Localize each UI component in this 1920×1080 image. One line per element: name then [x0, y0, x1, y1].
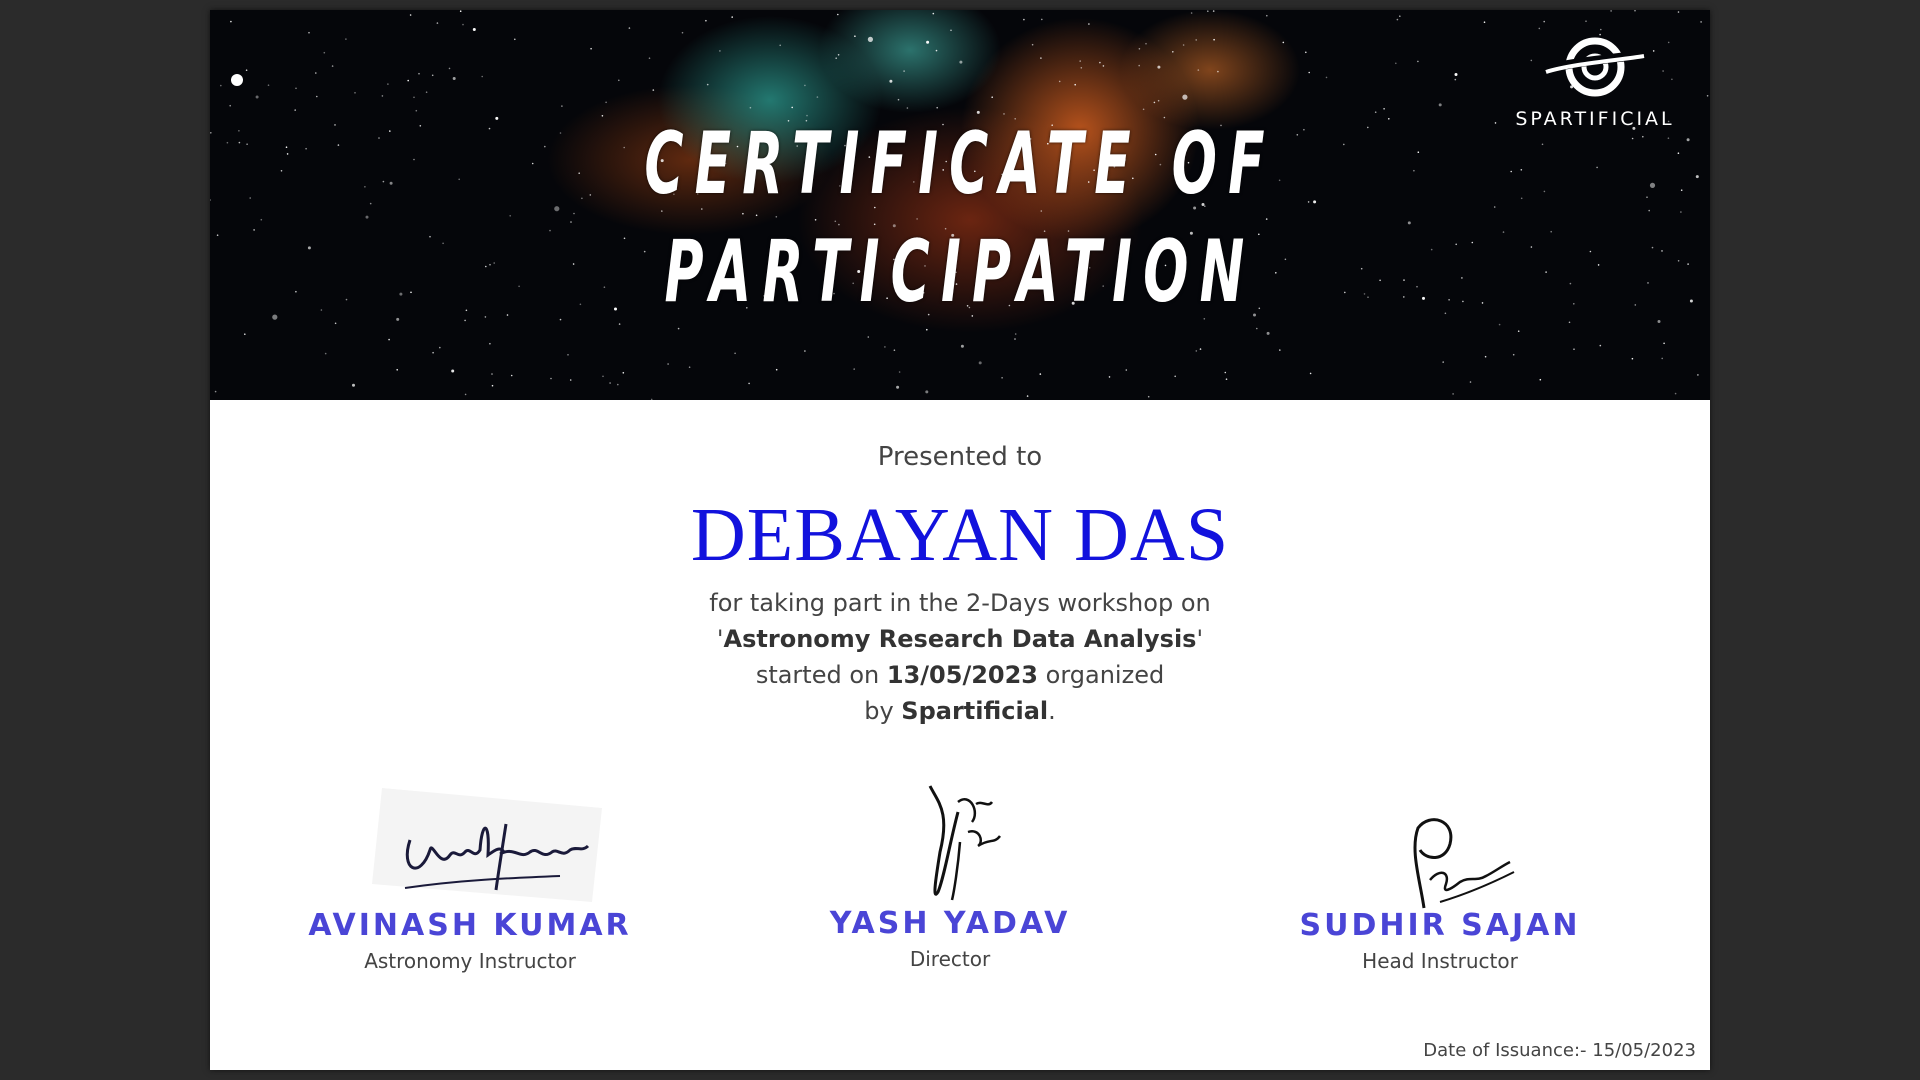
description-line-2: 'Astronomy Research Data Analysis' — [716, 625, 1204, 653]
signatory-2 — [780, 906, 1120, 971]
recipient-name: DEBAYAN DAS — [690, 493, 1230, 577]
signatory-name: SUDHIR SAJAN — [1299, 908, 1581, 943]
certificate-page — [210, 10, 1710, 1070]
signatory-name: YASH YADAV — [829, 906, 1071, 941]
certificate-description — [210, 585, 1710, 729]
start-date: 13/05/2023 — [886, 661, 1038, 689]
title-line-2: PARTICIPATION — [664, 222, 1256, 322]
workshop-title: Astronomy Research Data Analysis — [723, 625, 1197, 653]
certificate-title — [495, 110, 1425, 326]
signatory-role: Director — [909, 947, 991, 971]
description-line-4: by Spartificial. — [864, 697, 1056, 725]
signatory-role: Astronomy Instructor — [364, 949, 576, 973]
description-line-3: started on 13/05/2023 organized — [755, 661, 1165, 689]
signatory-role: Head Instructor — [1362, 949, 1518, 973]
signatory-1 — [300, 908, 640, 973]
description-line-1: for taking part in the 2-Days workshop on — [709, 589, 1211, 617]
presented-label: Presented to — [877, 442, 1043, 472]
date-of-issuance: Date of Issuance:- 15/05/2023 — [1423, 1040, 1696, 1061]
title-line-1: CERTIFICATE OF — [644, 114, 1276, 214]
signature-yash-yadav — [910, 782, 1020, 912]
signature-avinash-kumar — [370, 780, 610, 910]
spartificial-logo — [1500, 32, 1690, 142]
signature-sudhir-sajan — [1390, 810, 1520, 920]
organizer-name: Spartificial — [901, 697, 1049, 725]
signatory-name: AVINASH KUMAR — [308, 908, 632, 943]
signatory-3 — [1275, 908, 1605, 973]
space-banner — [210, 10, 1710, 400]
orbit-logo-icon — [1540, 32, 1650, 102]
logo-wordmark: SPARTIFICIAL — [1515, 108, 1675, 130]
